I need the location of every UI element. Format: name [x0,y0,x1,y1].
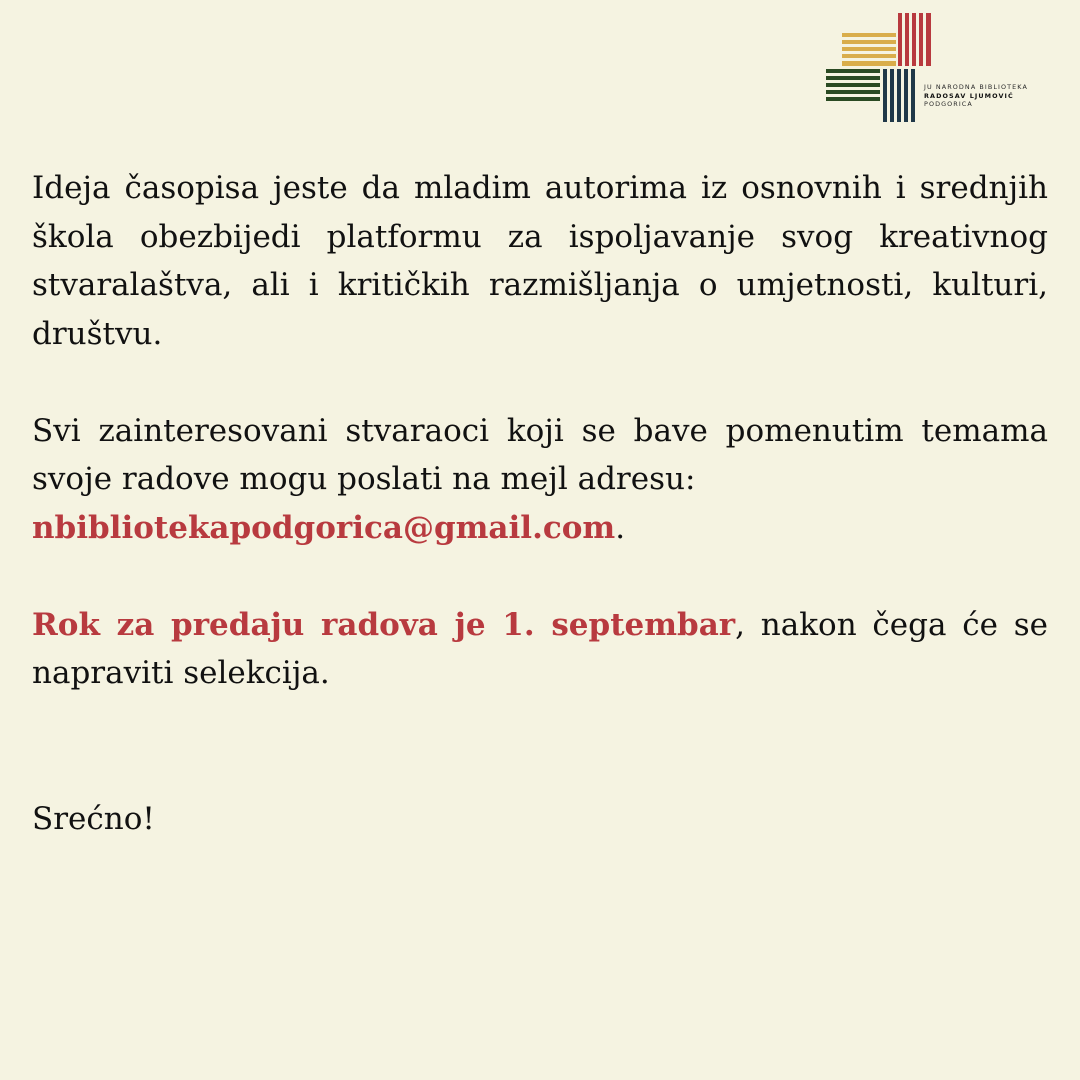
announcement-body [32,164,1048,843]
logo-line-1: JU NARODNA BIBLIOTEKA [924,83,1028,91]
logo-line-3: PODGORICA [924,100,973,109]
library-logo [0,0,1080,130]
paragraph-intro: Ideja časopisa jeste da mladim autorima iz osnovnih i srednjih škola obezbijedi platformu za ispoljavanje svog kreativnog stvaralaštva, ali i kritičkih razmišljanja o umjetnosti, kulturi, društvu. [32,170,1048,352]
submission-text: Svi zainteresovani stvaraoci koji se bave pomenutim temama svoje radove mogu poslati na mejl adresu: [32,412,1048,497]
paragraph-submission [32,407,1048,553]
logo-text [924,83,1028,109]
closing-text: Srećno! [32,800,155,837]
paragraph-deadline [32,601,1048,698]
email-link[interactable]: nbibliotekapodgorica@gmail.com [32,509,616,546]
deadline-highlight: Rok za predaju radova je 1. septembar [32,606,736,643]
submission-period: . [615,509,626,546]
deadline-rest: , nakon čega će se napraviti selekcija. [32,606,1048,691]
logo-line-2: RADOSAV LJUMOVIĆ [924,91,1014,100]
